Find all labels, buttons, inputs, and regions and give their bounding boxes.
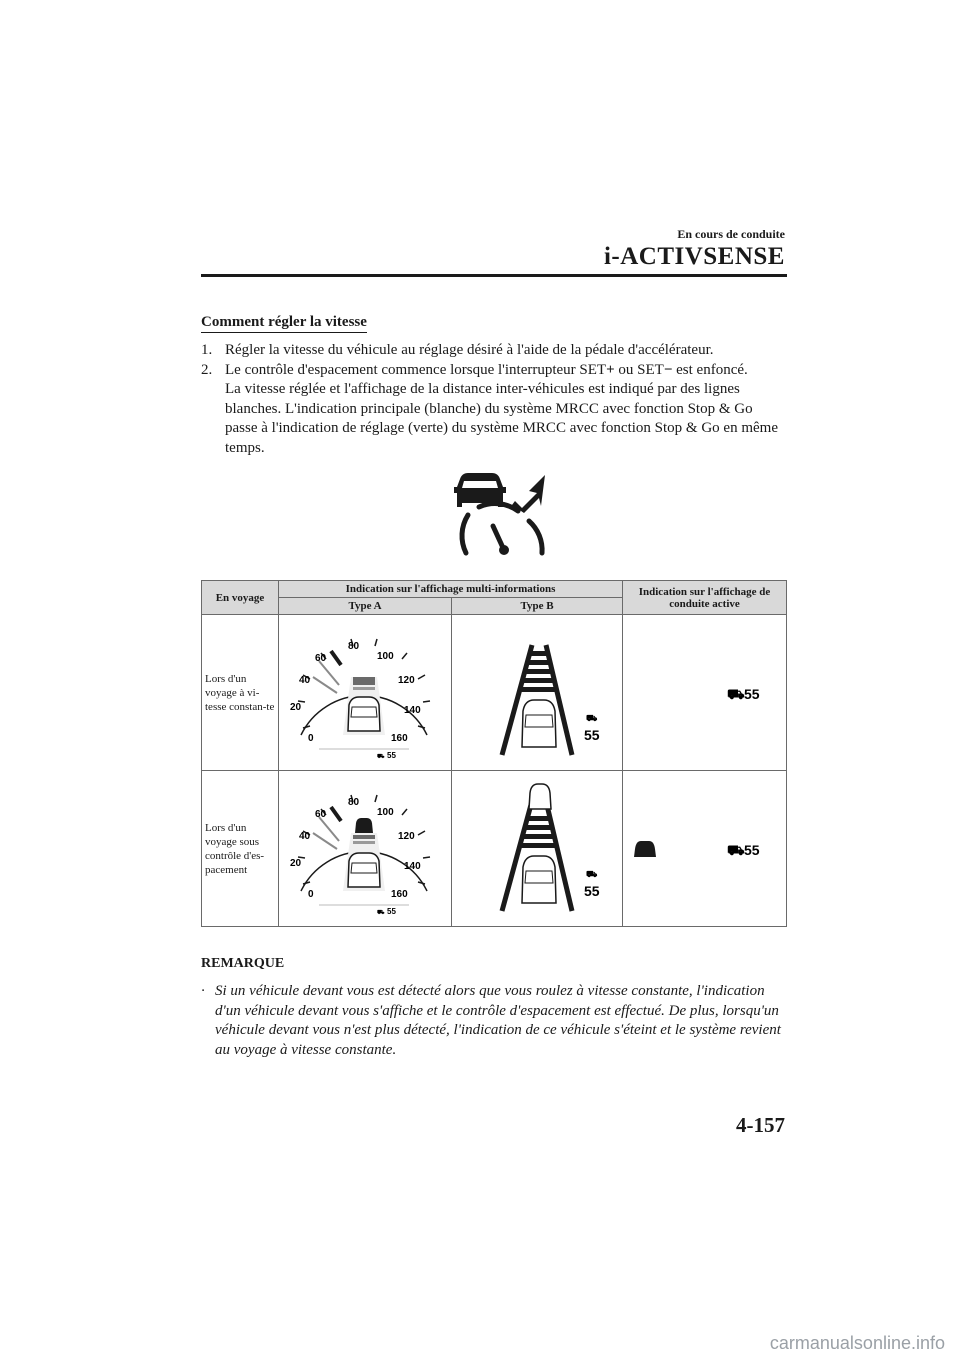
gauge-type-a-spacing — [279, 771, 449, 926]
type-b-cell — [452, 615, 623, 771]
speed-value-active: 55 — [744, 686, 760, 702]
svg-text:⛟: ⛟ — [377, 910, 385, 916]
table-row — [202, 615, 787, 771]
tick-160: 160 — [391, 733, 408, 744]
speed-value-b: 55 — [584, 727, 600, 743]
plus-symbol: + — [606, 361, 615, 378]
step-2-text-c: est enfoncé. — [672, 361, 748, 378]
step-1 — [201, 341, 787, 361]
subcol-type-a: Type A — [279, 598, 452, 615]
svg-text:55: 55 — [584, 883, 600, 899]
active-display-cell — [623, 615, 787, 771]
tick-120: 120 — [398, 675, 415, 686]
subheading: Comment régler la vitesse — [201, 314, 367, 333]
watermark[interactable]: carmanualsonline.info — [769, 1333, 945, 1353]
step-1-text: Régler la vitesse du véhicule au réglage désiré à l'aide de la pédale d'accélérateur. — [225, 342, 714, 358]
step-2 — [201, 361, 787, 459]
col-multi-info: Indication sur l'affichage multi-informations — [279, 581, 623, 598]
svg-text:120: 120 — [398, 831, 415, 842]
svg-text:0: 0 — [308, 889, 314, 900]
indication-table — [201, 580, 787, 927]
svg-text:55: 55 — [744, 842, 760, 858]
active-display — [623, 615, 778, 770]
svg-text:60: 60 — [315, 809, 327, 820]
tick-0: 0 — [308, 733, 314, 744]
tick-100: 100 — [377, 651, 394, 662]
vehicle-ahead-icon — [634, 841, 656, 857]
svg-text:20: 20 — [290, 858, 302, 869]
svg-text:⛟: ⛟ — [586, 869, 598, 879]
svg-text:⛟: ⛟ — [586, 713, 598, 723]
minus-symbol: − — [663, 361, 673, 378]
lanes-type-b-spacing — [452, 771, 620, 926]
lanes-type-b — [452, 615, 620, 770]
tick-60: 60 — [315, 653, 327, 664]
type-b-cell — [452, 771, 623, 927]
svg-text:⛟: ⛟ — [727, 842, 745, 858]
svg-text:40: 40 — [299, 831, 311, 842]
active-display-spacing — [623, 771, 778, 926]
step-2-number: 2. — [201, 361, 213, 378]
row-label-constant-speed: Lors d'un voyage à vi-tesse constan-te — [202, 615, 279, 771]
remark-text: Si un véhicule devant vous est détecté alors que vous roulez à vitesse constante, l'indication d'un véhicule devant vous s'affiche et le contrôle d'espacement est effectué. De plus, lorsqu'un véhicule devant vous n'est plus détecté, l'indication de ce véhicule s'éteint et le système revient au voyage à vitesse constante. — [215, 983, 781, 1058]
remark-heading: REMARQUE — [201, 956, 285, 971]
col-en-voyage: En voyage — [202, 581, 279, 615]
active-display-cell — [623, 771, 787, 927]
type-a-cell — [279, 771, 452, 927]
section-title: i-ACTIVSENSE — [603, 243, 785, 270]
steps-list — [201, 341, 787, 458]
bullet: · — [201, 983, 205, 999]
svg-text:⛟: ⛟ — [727, 686, 745, 702]
tick-80: 80 — [348, 641, 360, 652]
speed-value: 55 — [387, 751, 396, 760]
row-label-spacing-control: Lors d'un voyage sous contrôle d'es-pacement — [202, 771, 279, 927]
table-row — [202, 771, 787, 927]
svg-text:140: 140 — [404, 861, 421, 872]
step-2-text-b: ou SET — [614, 361, 664, 378]
svg-text:100: 100 — [377, 807, 394, 818]
step-2-text-d: La vitesse réglée et l'affichage de la distance inter-véhicules est indiqué par des lignes blanches. L'indication principale (blanche) du système MRCC avec fonction Stop & Go passe à l'indication de réglage (verte) du système MRCC avec fonction Stop & Go en même temps. — [225, 381, 778, 456]
col-active-display: Indication sur l'affichage de conduite active — [623, 581, 787, 615]
gauge-type-a — [279, 615, 449, 770]
remark-note — [201, 982, 791, 1060]
svg-text:80: 80 — [348, 797, 360, 808]
step-1-number: 1. — [201, 342, 213, 358]
step-2-text-a: Le contrôle d'espacement commence lorsque l'interrupteur SET — [225, 361, 607, 378]
svg-text:55: 55 — [387, 907, 396, 916]
mrcc-icon — [446, 471, 551, 559]
tick-20: 20 — [290, 702, 302, 713]
tick-140: 140 — [404, 705, 421, 716]
page-number: 4-157 — [736, 1113, 785, 1137]
speed-icon-label: ⛟ — [377, 754, 385, 760]
type-a-cell — [279, 615, 452, 771]
section-subtitle: En cours de conduite — [677, 227, 785, 241]
header-rule — [201, 274, 787, 277]
svg-text:160: 160 — [391, 889, 408, 900]
subcol-type-b: Type B — [452, 598, 623, 615]
tick-40: 40 — [299, 675, 311, 686]
